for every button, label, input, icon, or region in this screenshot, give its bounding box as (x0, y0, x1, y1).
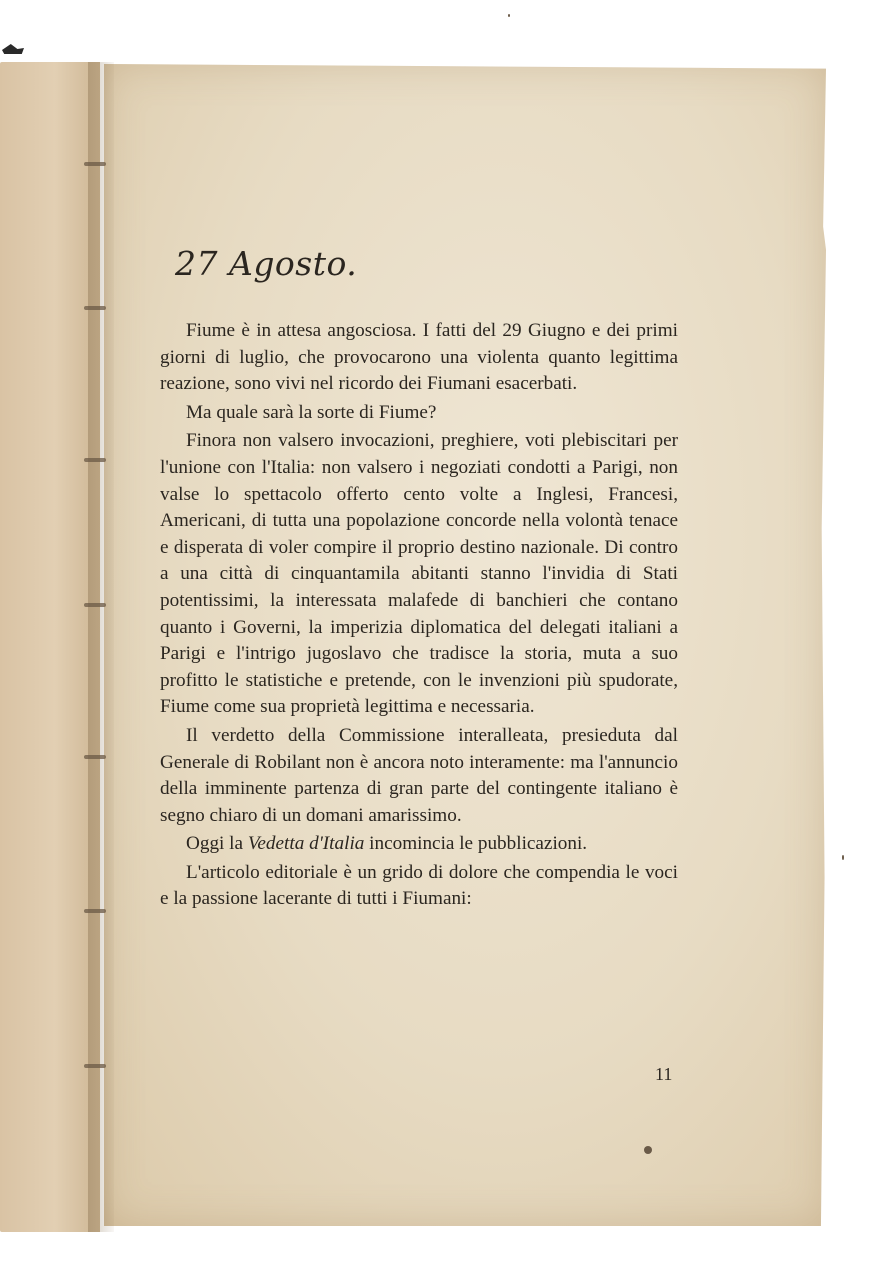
paragraph-text: Oggi la (186, 833, 248, 855)
paper-speck (842, 855, 844, 860)
chapter-heading: 27 Agosto. (175, 244, 358, 283)
paragraph: Finora non valsero invocazioni, preghiere, voti plebiscitari per l'unione con l'Italia: non valsero i negoziati condotti a Parigi, non valse lo spettacolo offerto cento volte a Inglesi, Francesi, Americani, di tutta una popolazione concorde nella volontà tenace e disperata di voler compire il proprio destino nazionale. Di contro a una città di cinquantamila abitanti stanno l'invidia di Stati potentissimi, la interessata malafede di banchieri che contano quanto i Governi, la imperizia diplomatica del delegati italiani a Parigi e l'intrigo jugoslavo che tradisce la storia, muta a suo profitto le statistiche e pretende, con le invenzioni più spudorate, Fiume come sua proprietà legittima e necessaria. (160, 430, 678, 718)
paragraph-text: incomincia le pubblicazioni. (364, 833, 588, 855)
binding-stitch (84, 909, 106, 913)
newspaper-title: Vedetta d'Italia (247, 833, 365, 855)
binding-stitch (84, 603, 106, 607)
paragraph (160, 831, 678, 858)
binding-stitch (84, 755, 106, 759)
binding-stitch (84, 1064, 106, 1068)
binding-stitch (84, 458, 106, 462)
binding-gutter (88, 62, 114, 1232)
binding-stitch (84, 306, 106, 310)
page-number: 11 (655, 1064, 673, 1084)
paper-speck (644, 1146, 652, 1154)
paragraph: Il verdetto della Commissione interalleata, presieduta dal Generale di Robilant non è ancora noto interamente: ma l'annuncio della imminente partenza di gran parte del contingente italiano è segno chiaro di un domani amarissimo. (160, 724, 678, 826)
body-text (160, 318, 678, 913)
paragraph: Fiume è in attesa angosciosa. I fatti del 29 Giugno e dei primi giorni di luglio, che provocarono una violenta quanto legittima reazione, sono vivi nel ricordo dei Fiumani esacerbati. (160, 320, 678, 395)
binding-stitch (84, 162, 106, 166)
corner-ink-mark (2, 44, 24, 54)
paragraph: Ma quale sarà la sorte di Fiume? (186, 401, 437, 423)
previous-page-edge (0, 62, 100, 1232)
paragraph: L'articolo editoriale è un grido di dolore che compendia le voci e la passione lacerante di tutti i Fiumani: (160, 861, 678, 910)
paper-speck (508, 14, 510, 17)
